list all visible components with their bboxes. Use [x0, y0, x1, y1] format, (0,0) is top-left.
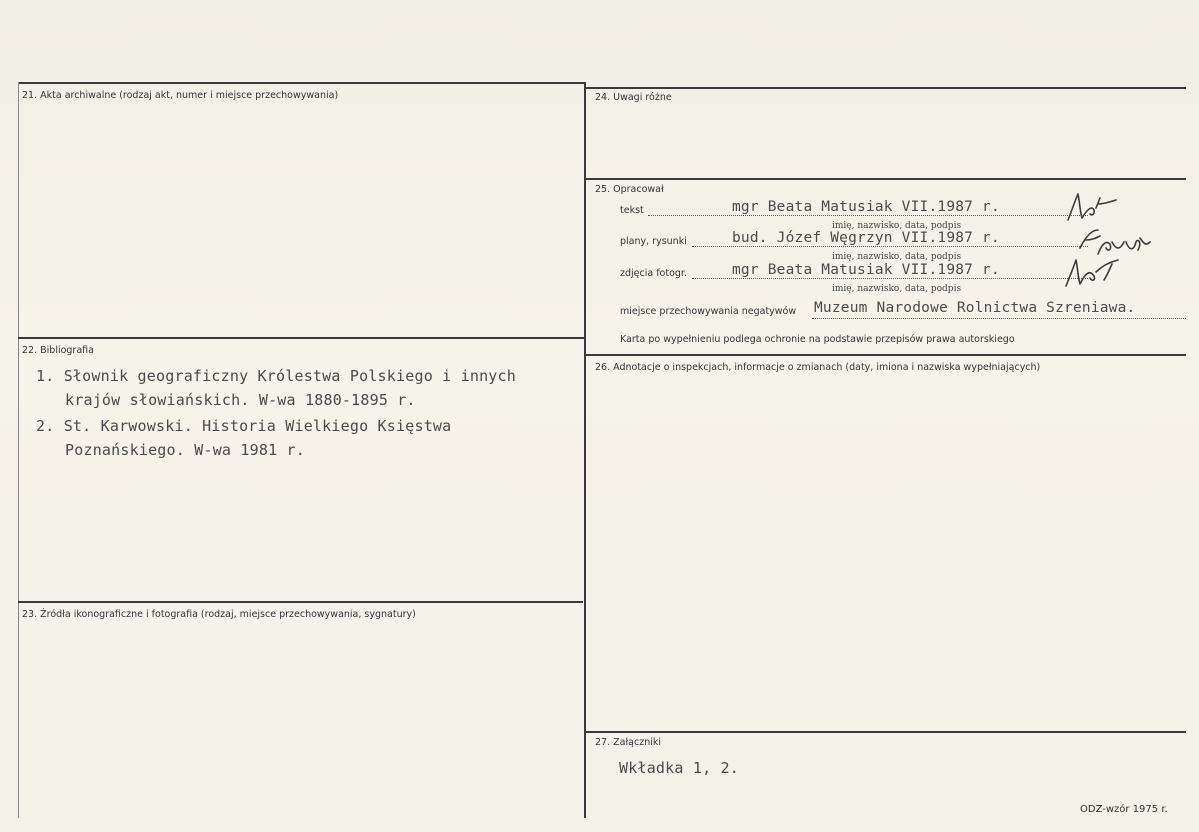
negatives-value: Muzeum Narodowe Rolnictwa Szreniawa.	[814, 300, 1136, 316]
rule-26-27	[586, 731, 1186, 733]
bibliography-item-1-line-2: krajów słowiańskich. W-wa 1880-1895 r.	[65, 391, 416, 409]
rule-22-23	[18, 601, 583, 603]
top-rule-left	[18, 82, 586, 84]
section-23-label: 23. Źródła ikonograficzne i fotografia (rodzaj, miejsce przechowywania, sygnatury)	[22, 609, 416, 620]
rule-24-25	[586, 178, 1186, 180]
author-photos-label: zdjęcia fotogr.	[620, 268, 687, 279]
author-photos-caption: imię, nazwisko, data, podpis	[832, 284, 962, 294]
section-22-label: 22. Bibliografia	[22, 345, 94, 356]
form-identifier: ODZ-wzór 1975 r.	[1080, 804, 1168, 815]
author-drawings-label: plany, rysunki	[620, 236, 687, 247]
signature-text-author	[1062, 190, 1122, 226]
author-text-caption: imię, nazwisko, data, podpis	[832, 221, 962, 231]
left-edge	[18, 82, 19, 818]
bibliography-item-2-line-2: Poznańskiego. W-wa 1981 r.	[65, 441, 305, 459]
copyright-note: Karta po wypełnieniu podlega ochronie na podstawie przepisów prawa autorskiego	[620, 334, 1015, 345]
author-text-line	[648, 215, 1088, 216]
author-drawings-line	[692, 246, 1088, 247]
center-divider	[584, 82, 586, 818]
section-25-label: 25. Opracował	[595, 184, 664, 195]
author-text-value: mgr Beata Matusiak VII.1987 r.	[732, 199, 1000, 215]
top-rule-right	[586, 87, 1186, 89]
bibliography-item-2-line-1: 2. St. Karwowski. Historia Wielkiego Księstwa	[36, 417, 452, 435]
signature-photos-author	[1060, 256, 1124, 290]
rule-21-22	[18, 337, 586, 339]
negatives-line	[812, 318, 1186, 319]
author-text-label: tekst	[620, 205, 644, 216]
signature-drawings-author	[1072, 224, 1152, 258]
author-drawings-caption: imię, nazwisko, data, podpis	[832, 252, 962, 262]
section-26-label: 26. Adnotacje o inspekcjach, informacje o zmianach (daty, imiona i nazwiska wypełniających)	[595, 362, 1041, 373]
rule-25-26	[586, 354, 1186, 356]
section-27-label: 27. Załączniki	[595, 737, 661, 748]
author-photos-value: mgr Beata Matusiak VII.1987 r.	[732, 262, 1000, 278]
negatives-label: miejsce przechowywania negatywów	[620, 306, 797, 317]
section-24-label: 24. Uwagi różne	[595, 92, 672, 103]
bibliography-item-1-line-1: 1. Słownik geograficzny Królestwa Polskiego i innych	[36, 367, 516, 385]
author-photos-line	[692, 278, 1088, 279]
section-21-label: 21. Akta archiwalne (rodzaj akt, numer i miejsce przechowywania)	[22, 90, 339, 101]
author-drawings-value: bud. Józef Węgrzyn VII.1987 r.	[732, 230, 1000, 246]
attachments-value: Wkładka 1, 2.	[619, 759, 739, 777]
